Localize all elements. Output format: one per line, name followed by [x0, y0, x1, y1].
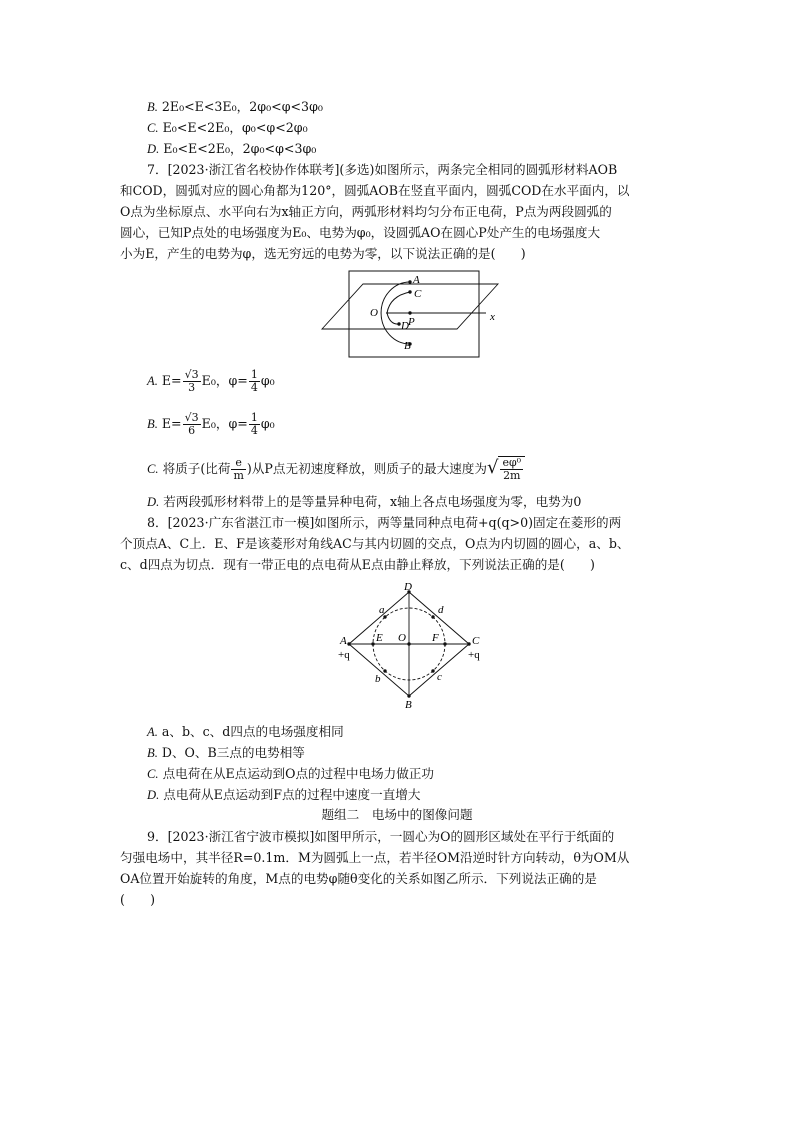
- q7-stem-line-2: 和COD，圆弧对应的圆心角都为120°，圆弧AOB在竖直平面内，圆弧COD在水平面内，以: [120, 183, 630, 198]
- fraction: [231, 457, 245, 482]
- denominator: 4: [250, 424, 258, 437]
- fraction: [183, 412, 201, 437]
- option-text: 点电荷在从E点运动到O点的过程中电场力做正功: [162, 766, 434, 781]
- q8-option-c: [147, 766, 434, 782]
- option-text: 将质子(比荷: [162, 461, 231, 476]
- q8-stem-line-1: 8．[2023·广东省湛江市一模]如图所示，两等量同种点电荷+q(q>0)固定在菱形的两: [147, 515, 622, 530]
- q8-option-d: [147, 787, 420, 803]
- q9-stem-line-2: 匀强电场中，其半径R=0.1m．M为圆弧上一点，若半径OM沿逆时针方向转动，θ为OM从: [120, 850, 630, 865]
- label-e: E: [376, 632, 383, 644]
- option-text: E₀<E<2E₀，φ₀<φ<2φ₀: [162, 120, 308, 135]
- option-text: φ₀: [260, 373, 275, 388]
- fraction: [500, 457, 523, 482]
- q9-stem-line-1: 9．[2023·浙江省宁波市模拟]如图甲所示，一圆心为O的圆形区域处在平行于纸面的: [147, 829, 615, 844]
- option-text: E₀，φ=: [201, 416, 248, 431]
- q7-stem-line-5: 小为E，产生的电势为φ，选无穷远的电势为零，以下说法正确的是( ): [120, 246, 526, 261]
- denominator: 2m: [503, 469, 521, 482]
- q6-option-b: [147, 99, 323, 115]
- label-c-tangent: c: [437, 671, 442, 683]
- label-d-tangent: d: [438, 604, 444, 616]
- numerator: 1: [250, 411, 258, 424]
- sqrt-body: [498, 456, 525, 482]
- option-text: a、b、c、d四点的电场强度相同: [161, 724, 344, 739]
- option-text: φ₀: [260, 416, 275, 431]
- option-text: E₀<E<2E₀，2φ₀<φ<3φ₀: [163, 141, 317, 156]
- denominator: 3: [188, 381, 196, 394]
- section-heading: 题组二 电场中的图像问题: [321, 807, 473, 822]
- label-b: B: [404, 340, 411, 352]
- q9-stem-line-4: ( ): [120, 892, 156, 907]
- q7-option-d: [147, 494, 581, 510]
- label-c: C: [472, 635, 480, 647]
- label-a: A: [413, 274, 420, 286]
- q8-option-b: [147, 745, 305, 761]
- option-label: C.: [147, 121, 159, 135]
- q7-option-b: [147, 412, 275, 437]
- q6-option-d: [147, 141, 316, 157]
- q7-option-c: [147, 456, 525, 482]
- q8-stem-line-2: 个顶点A、C上．E、F是该菱形对角线AC与其内切圆的交点，O点为内切圆的圆心，a、b、: [120, 536, 630, 551]
- option-text: 2E₀<E<3E₀，2φ₀<φ<3φ₀: [161, 99, 323, 114]
- label-charge-c: +q: [468, 649, 480, 661]
- denominator: 4: [250, 381, 258, 394]
- numerator: √3: [184, 411, 199, 424]
- option-label: B.: [147, 100, 158, 114]
- q8-stem-line-3: c、d四点为切点．现有一带正电的点电荷从E点由静止释放，下列说法正确的是( ): [120, 557, 595, 572]
- q7-figure: [318, 268, 508, 360]
- denominator: m: [233, 469, 244, 482]
- option-label: D.: [147, 788, 160, 802]
- option-text: 点电荷从E点运动到F点的过程中速度一直增大: [163, 787, 421, 802]
- q9-stem-line-3: OA位置开始旋转的角度，M点的电势φ随θ变化的关系如图乙所示．下列说法正确的是: [120, 871, 597, 886]
- label-d: D: [404, 582, 412, 593]
- option-text: D、O、B三点的电势相等: [161, 745, 305, 760]
- numerator: 1: [250, 368, 258, 381]
- option-label: B.: [147, 746, 158, 760]
- sqrt-sign: √: [486, 457, 499, 478]
- numerator: e: [231, 457, 245, 470]
- option-label: B.: [147, 417, 158, 431]
- label-p: P: [408, 316, 415, 328]
- denominator: 6: [188, 424, 196, 437]
- q6-option-c: [147, 120, 308, 136]
- fraction: [249, 369, 260, 394]
- option-text: E₀，φ=: [201, 373, 248, 388]
- option-label: C.: [147, 462, 159, 476]
- label-b: B: [405, 699, 412, 711]
- option-label: C.: [147, 767, 159, 781]
- label-a-tangent: a: [379, 604, 385, 616]
- label-d: D: [401, 320, 409, 332]
- option-label: D.: [147, 142, 160, 156]
- option-text: )从P点无初速度释放，则质子的最大速度为: [246, 461, 487, 476]
- fraction: [183, 369, 201, 394]
- label-f: F: [432, 632, 439, 644]
- label-x: x: [490, 311, 495, 323]
- numerator: eφ⁰: [502, 456, 522, 469]
- option-label: A.: [147, 374, 158, 388]
- q7-stem-line-1: 7．[2023·浙江省名校协作体联考](多选)如图所示，两条完全相同的圆弧形材料AOB: [147, 162, 618, 177]
- q7-stem-line-3: O点为坐标原点、水平向右为x轴正方向，两弧形材料均匀分布正电荷，P点为两段圆弧的: [120, 204, 612, 219]
- q8-option-a: [147, 724, 344, 740]
- label-c: C: [414, 288, 422, 300]
- q8-figure: [336, 582, 486, 712]
- option-label: A.: [147, 725, 158, 739]
- numerator: √3: [184, 368, 199, 381]
- option-text: 若两段弧形材料带上的是等量异种电荷，x轴上各点电场强度为零，电势为0: [163, 494, 582, 509]
- option-text: E=: [161, 416, 182, 431]
- label-b-tangent: b: [375, 673, 381, 685]
- label-o: O: [370, 307, 378, 319]
- label-a: A: [340, 635, 347, 647]
- q7-option-a: [147, 369, 275, 394]
- fraction: [249, 412, 260, 437]
- option-text: E=: [161, 373, 182, 388]
- label-o: O: [398, 632, 406, 644]
- label-charge-a: +q: [338, 649, 350, 661]
- option-label: D.: [147, 495, 160, 509]
- q7-stem-line-4: 圆心，已知P点处的电场强度为E₀、电势为φ₀，设圆弧AO在圆心P处产生的电场强度大: [120, 225, 601, 240]
